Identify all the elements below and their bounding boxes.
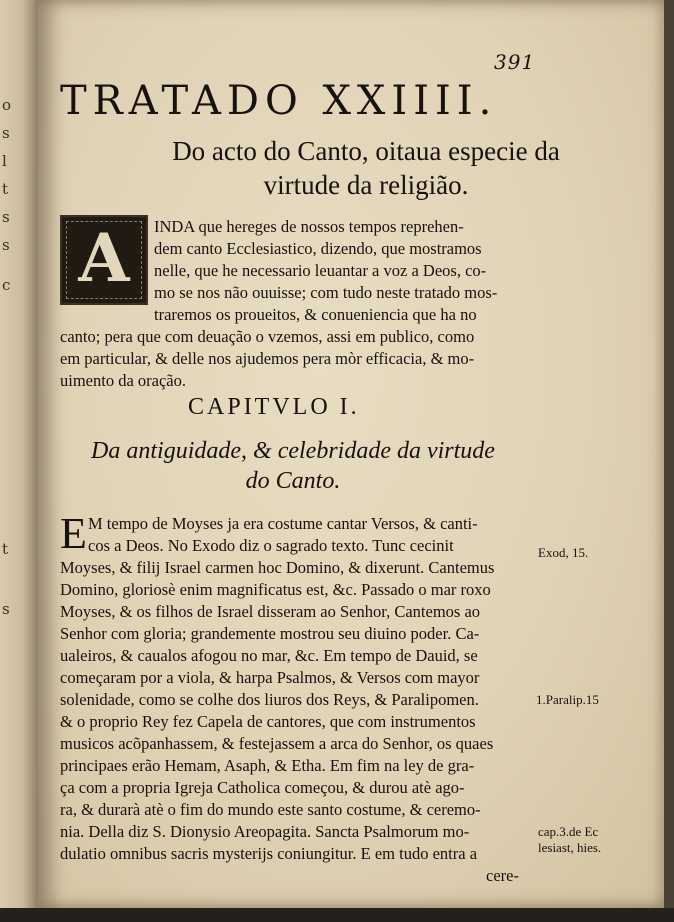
margin-note: 1.Paralip.15 — [536, 692, 599, 707]
body-line: ra, & durarà atè o fim do mundo este santo costume, & ceremo- — [60, 800, 481, 819]
facing-page-char: s — [2, 236, 10, 254]
intro-line: dem canto Ecclesiastico, dizendo, que mostramos — [154, 239, 482, 258]
body-line: começaram por a viola, & harpa Psalmos, & Versos com mayor — [60, 668, 480, 687]
chapter-subtitle-line: Da antiguidade, & celebridade da virtude — [91, 438, 495, 464]
intro-line: mo se nos não ouuisse; com tudo neste tratado mos- — [154, 283, 498, 302]
body-initial: E — [60, 509, 87, 558]
body-line: nia. Della diz S. Dionysio Areopagita. Sancta Psalmorum mo- — [60, 822, 470, 841]
page-right-edge — [664, 0, 674, 910]
body-line: M tempo de Moyses ja era costume cantar Versos, & canti- — [88, 514, 478, 533]
intro-line: nelle, que he necessario leuantar a voz a Deos, co- — [154, 261, 487, 280]
margin-note: lesiast, hies. — [538, 840, 602, 855]
subtitle-line: virtude da religião. — [263, 170, 469, 200]
facing-page-char: o — [2, 96, 12, 114]
facing-page-char: s — [2, 124, 10, 142]
intro-line: em particular, & delle nos ajudemos pera mòr efficacia, & mo- — [60, 349, 475, 368]
page-number: 391 — [494, 50, 536, 74]
treatise-title: TRATADO XXIIII. — [60, 78, 498, 124]
intro-line: traremos os proueitos, & conueniencia que ha no — [154, 305, 477, 324]
body-line: solenidade, como se colhe dos liuros dos Reys, & Paralipomen. — [60, 690, 479, 709]
body-line: Moyses, & filij Israel carmen hoc Domino, & dixerunt. Cantemus — [60, 558, 495, 577]
facing-page-char: l — [2, 152, 7, 170]
body-line: musicos acõpanhassem, & festejassem a arca do Senhor, os quaes — [60, 734, 494, 753]
chapter-subtitle-line: do Canto. — [245, 468, 341, 494]
margin-note: Exod, 15. — [538, 545, 589, 560]
intro-line: INDA que hereges de nossos tempos reprehen- — [154, 217, 464, 236]
facing-page-char: s — [2, 600, 10, 618]
facing-page-char: s — [2, 208, 10, 226]
body-line: ça com a propria Igreja Catholica começou, & durou atè ago- — [60, 778, 465, 797]
subtitle-line: Do acto do Canto, oitaua especie da — [172, 136, 560, 166]
ornamental-initial — [60, 215, 148, 305]
facing-page-char: t — [2, 540, 9, 558]
facing-page-edge — [0, 0, 39, 910]
chapter-heading: CAPITVLO I. — [188, 394, 360, 420]
margin-note: cap.3.de Ec — [538, 824, 599, 839]
book-page — [38, 0, 664, 908]
chapter-subtitle — [58, 436, 528, 496]
facing-page-char: c — [2, 276, 11, 294]
body-line: dulatio omnibus sacris mysterijs coniungitur. E em tudo entra a — [60, 844, 478, 863]
body-line: ualeiros, & caualos afogou no mar, &c. Em tempo de Dauid, se — [60, 646, 478, 665]
body-line: Moyses, & os filhos de Israel disseram ao Senhor, Cantemos ao — [60, 602, 481, 621]
intro-line: uimento da oração. — [60, 371, 186, 390]
treatise-subtitle — [86, 134, 646, 202]
body-line: cos a Deos. No Exodo diz o sagrado texto. Tunc cecinit — [88, 536, 454, 555]
catchword: cere- — [486, 866, 519, 885]
intro-line: canto; pera que com deuação o vzemos, assi em publico, como — [60, 327, 475, 346]
body-line: principaes erão Hemam, Asaph, & Etha. Em fim na ley de gra- — [60, 756, 475, 775]
body-line: Domino, gloriosè enim magnificatus est, &c. Passado o mar roxo — [60, 580, 491, 599]
facing-page-char: t — [2, 180, 9, 198]
initial-letter: A — [78, 219, 130, 297]
body-line: & o proprio Rey fez Capela de cantores, que com instrumentos — [60, 712, 476, 731]
page-bottom-edge — [0, 908, 674, 922]
body-line: Senhor com gloria; grandemente mostrou seu diuino poder. Ca- — [60, 624, 480, 643]
